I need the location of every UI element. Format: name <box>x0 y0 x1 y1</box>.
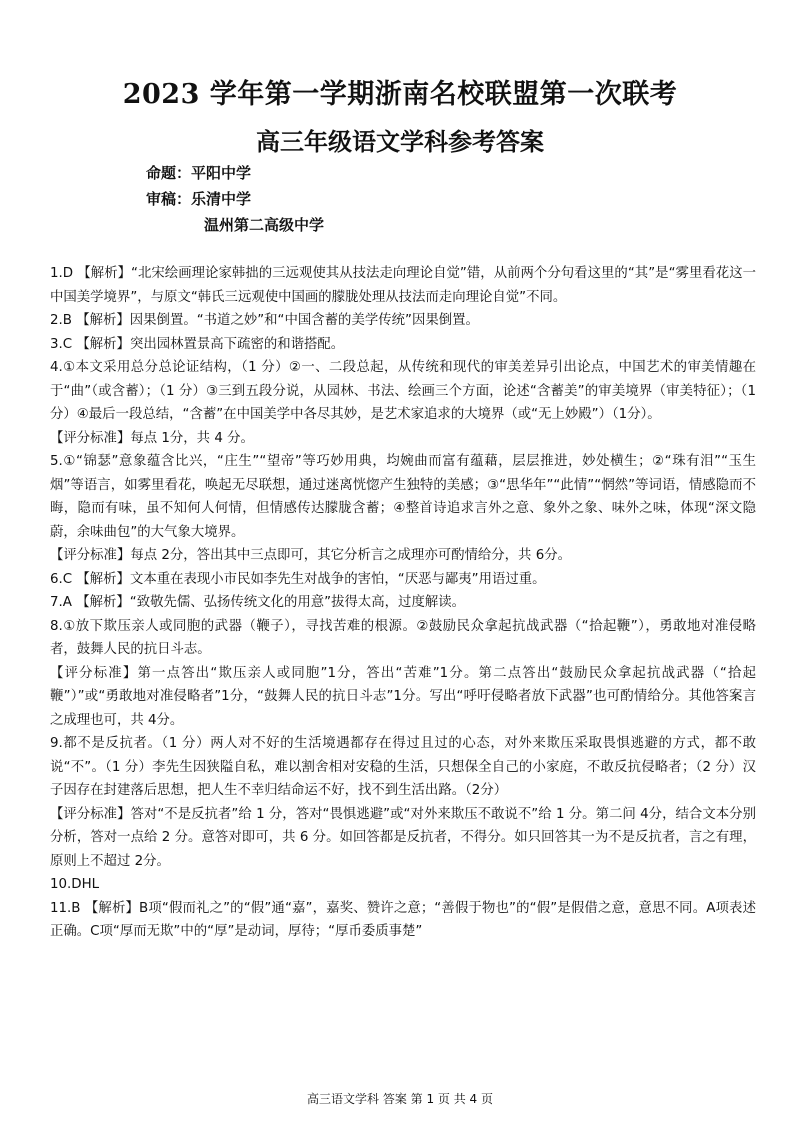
setter-label: 命题： <box>146 164 192 182</box>
credits-block <box>146 160 324 238</box>
answer-paragraph: 10.DHL <box>50 877 100 892</box>
answer-paragraph: 6.C 【解析】文本重在表现小市民如李先生对战争的害怕，“厌恶与鄙夷”用语过重。 <box>50 571 546 587</box>
setter-school: 平阳中学 <box>191 164 252 182</box>
page-footer: 高三语文学科 答案 第 1 页 共 4 页 <box>307 1092 493 1106</box>
scoring-paragraph: 【评分标准】第一点答出“欺压亲人或同胞”1分，答出“苦难”1分。第二点答出“鼓励民众拿起抗战武器（“拾起鞭”）”或“勇敢地对准侵略者”1分，“鼓舞人民的抗日斗志”1分。写出“呼吁侵略者放下武器”也可酌情给分。其他答案言之成理也可，共 4分。 <box>50 665 756 728</box>
reviewer-school-1: 乐清中学 <box>191 190 252 208</box>
setter-row <box>146 160 324 186</box>
reviewer-label: 审稿： <box>146 190 192 208</box>
answer-paragraph: 9.都不是反抗者。（1 分）两人对不好的生活境遇都存在得过且过的心态，对外来欺压采取畏惧逃避的方式，都不敢说“不”。（1 分）李先生因狭隘自私，难以割舍相对安稳的生活，只想保全自己的小家庭，不敢反抗侵略者；（2 分）汉子因存在封建落后思想，把人生不幸归结命运不好，找不到生活出路。（2分） <box>50 736 756 798</box>
answer-paragraph: 5.①“锦瑟”意象蕴含比兴，“庄生”“望帝”等巧妙用典，均婉曲而富有蕴藉，层层推进，妙处横生；②“珠有泪”“玉生烟”等语言，如雾里看花，唤起无尽联想，通过迷离恍惚产生独特的美感；③“思华年”“此情”“惘然”等词语，情感隐而不晦，隐而有味，虽不知何人何情，但情感传达朦胧含蓄；④整首诗追求言外之意、象外之象、味外之味，体现“深文隐蔚，余味曲包”的大气象大境界。 <box>50 454 756 540</box>
answer-paragraph: 3.C 【解析】突出园林置景高下疏密的和谐搭配。 <box>50 336 345 352</box>
scoring-paragraph: 【评分标准】每点 1分，共 4 分。 <box>50 430 254 446</box>
answer-paragraph: 8.①放下欺压亲人或同胞的武器（鞭子），寻找苦难的根源。②鼓励民众拿起抗战武器（“拾起鞭”），勇敢地对准侵略者，鼓舞人民的抗日斗志。 <box>50 618 756 657</box>
answer-paragraph: 2.B 【解析】因果倒置。“书道之妙”和“中国含蓄的美学传统”因果倒置。 <box>50 313 479 328</box>
scoring-paragraph: 【评分标准】答对“不是反抗者”给 1 分，答对“畏惧逃避”或“对外来欺压不敢说不”给 1 分。第二问 4分，结合文本分别分析，答对一点给 2 分。意答对即可，共 6 分。如回答都是反抗者，不得分。如只回答其一为不是反抗者，言之有理，原则上不超过 2分。 <box>50 806 756 869</box>
page-subtitle: 高三年级语文学科参考答案 <box>256 127 544 156</box>
reviewer-school-2: 温州第二高级中学 <box>204 216 325 234</box>
reviewer-row <box>146 186 324 212</box>
scoring-paragraph: 【评分标准】每点 2分，答出其中三点即可，其它分析言之成理亦可酌情给分，共 6分。 <box>50 548 572 563</box>
answer-paragraph: 4.①本文采用总分总论证结构，（1 分）②一、二段总起，从传统和现代的审美差异引出论点，中国艺术的审美情趣在于“曲”（或含蓄）；（1 分）③三到五段分说，从园林、书法、绘画三个方面，论述“含蓄美”的审美境界（审美特征）；（1 分）④最后一段总结，“含蓄”在中国美学中各尽其妙，是艺术家追求的大境界（或“无上妙殿”）（1分）。 <box>50 360 756 422</box>
page-title: 2023 学年第一学期浙南名校联盟第一次联考 <box>122 79 678 110</box>
answer-paragraph: 7.A 【解析】“致敬先儒、弘扬传统文化的用意”拔得太高，过度解读。 <box>50 595 466 610</box>
answer-paragraph: 1.D 【解析】“北宋绘画理论家韩拙的三远观使其从技法走向理论自觉”错，从前两个分句看这里的“其”是“雾里看花这一中国美学境界”，与原文“韩氏三远观使中国画的朦胧处理从技法而走向理论自觉”不同。 <box>50 266 756 305</box>
reviewer-row-2 <box>146 212 324 238</box>
answers-body <box>50 262 756 944</box>
answer-paragraph: 11.B 【解析】B项“假而礼之”的“假”通“嘉”，嘉奖、赞许之意；“善假于物也”的“假”是假借之意，意思不同。A项表述正确。C项“厚而无欺”中的“厚”是动词，厚待；“厚币委质事楚” <box>50 900 756 939</box>
